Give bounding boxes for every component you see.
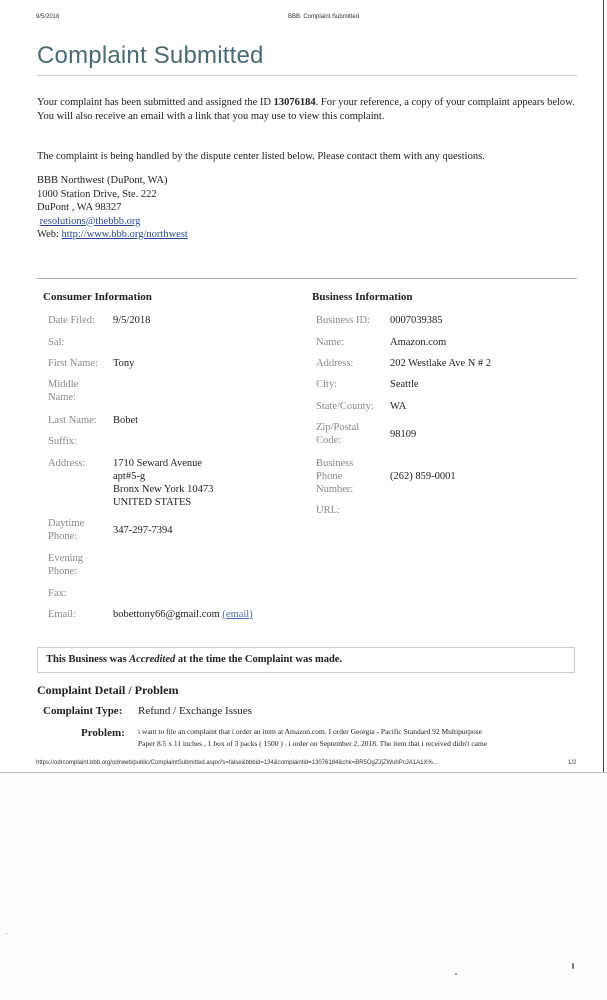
title-divider — [37, 75, 577, 76]
page-title: Complaint Submitted — [37, 42, 264, 69]
dispute-center-name: BBB Northwest (DuPont, WA) — [37, 175, 168, 186]
daytime-phone-label-line2: Phone: — [48, 531, 78, 542]
complaint-type-label: Complaint Type: — [43, 705, 123, 717]
middle-name-label — [48, 378, 78, 404]
problem-line-1: i want to file an complaint that i order an item at Amazon.com. I order Georgia - Pacific Standard 92 Multipurpose — [138, 727, 482, 736]
business-address-value: 202 Westlake Ave N # 2 — [390, 358, 492, 369]
last-name-value: Bobet — [113, 415, 139, 426]
city-label: City: — [316, 379, 338, 390]
dispute-center-street: 1000 Station Drive, Ste. 222 — [37, 188, 157, 200]
accreditation-status: Accredited — [129, 654, 176, 665]
dispute-center-address — [37, 174, 188, 242]
suffix-label: Suffix: — [48, 436, 77, 447]
daytime-phone-value: 347-297-7394 — [113, 525, 173, 536]
daytime-phone-label — [48, 517, 84, 543]
consumer-email — [113, 608, 253, 621]
business-address-label: Address: — [316, 358, 354, 369]
zip-label-line1: Zip/Postal — [316, 422, 360, 433]
problem-label: Problem: — [81, 727, 125, 739]
accreditation-suffix: at the time the Complaint was made. — [175, 654, 343, 665]
print-page-number: 1/2 — [568, 760, 577, 766]
first-name-label: First Name: — [48, 358, 98, 369]
dispute-center-email-link[interactable]: resolutions@thebbb.org — [39, 215, 141, 227]
complaint-id: 13076184 — [273, 97, 316, 108]
section-divider — [37, 278, 577, 279]
business-info-heading: Business Information — [312, 291, 413, 303]
problem-text — [138, 726, 558, 750]
intro-text-1: Your complaint has been submitted and assigned the ID — [37, 97, 274, 108]
state-value: WA — [390, 401, 407, 412]
accreditation-box — [37, 647, 575, 673]
scan-edge-line — [603, 0, 604, 772]
address-line-1: 1710 Seward Avenue — [113, 458, 203, 469]
complaint-type-value: Refund / Exchange Issues — [138, 705, 252, 717]
business-id-label: Business ID: — [316, 315, 370, 326]
state-label: State/County: — [316, 401, 374, 412]
email-label: Email: — [48, 609, 76, 620]
evening-phone-label-line1: Evening — [48, 553, 83, 564]
email-link[interactable]: (email) — [222, 609, 253, 620]
business-phone-label-line1: Business — [316, 458, 354, 469]
business-name-value: Amazon.com — [390, 337, 447, 348]
email-value: bobettony66@gmail.com — [113, 609, 220, 620]
print-footer-url: https://odrcomplaint.bbb.org/odrweb/public/ComplaintSubmitted.aspx?s=false&bbbid=134&complaintid=13076184&chk=BR5OgZJjZWuhPcJA1A1X%... — [36, 760, 438, 766]
business-phone-value: (262) 859-0001 — [390, 471, 456, 482]
accreditation-text — [46, 654, 342, 665]
scan-speck — [455, 973, 457, 975]
address-line-4: UNITED STATES — [113, 497, 192, 508]
middle-name-label-line2: Name: — [48, 392, 76, 403]
evening-phone-label — [48, 552, 83, 578]
city-value: Seattle — [390, 379, 419, 390]
zip-value: 98109 — [390, 429, 417, 440]
zip-label — [316, 421, 359, 447]
scan-speck — [6, 933, 7, 934]
business-phone-label-line2: Phone — [316, 471, 343, 482]
middle-name-label-line1: Middle — [48, 379, 79, 390]
business-phone-label — [316, 457, 353, 496]
address-line-3: Bronx New York 10473 — [113, 484, 214, 495]
print-page-title: BBB: Complaint Submitted — [288, 14, 360, 20]
handling-note: The complaint is being handled by the dispute center listed below. Please contact them with any questions. — [37, 151, 485, 162]
business-phone-label-line3: Number: — [316, 484, 354, 495]
print-date: 9/5/2018 — [36, 14, 60, 20]
fax-label: Fax: — [48, 588, 67, 599]
date-filed-value: 9/5/2018 — [113, 315, 151, 326]
business-id-value: 0007039385 — [390, 315, 443, 326]
evening-phone-label-line2: Phone: — [48, 566, 78, 577]
intro-text-2: . For your reference, a copy of your complaint appears below. You will also receive an email with a link that you may use to view this complaint. — [37, 97, 575, 122]
dispute-center-web-link[interactable]: http://www.bbb.org/northwest — [61, 229, 188, 240]
address-line-2: apt#5-g — [113, 471, 146, 482]
blank-scan-area — [0, 773, 607, 1000]
dispute-center-city: DuPont , WA 98327 — [37, 202, 122, 213]
accreditation-prefix: This Business was — [46, 654, 130, 665]
web-label: Web: — [37, 229, 59, 240]
scan-speck — [572, 963, 574, 969]
first-name-value: Tony — [113, 358, 135, 369]
sal-label: Sal: — [48, 337, 65, 348]
intro-paragraph — [37, 96, 582, 124]
zip-label-line2: Code: — [316, 435, 342, 446]
consumer-info-heading: Consumer Information — [43, 291, 152, 303]
consumer-address — [113, 457, 213, 509]
daytime-phone-label-line1: Daytime — [48, 518, 85, 529]
url-label: URL: — [316, 505, 340, 516]
problem-line-2: Paper 8.5 x 11 inches , 1 box of 3 packs ( 1500 ) . i order on September 2, 2018. The item that i received didn't came — [138, 739, 488, 748]
business-name-label: Name: — [316, 337, 344, 348]
last-name-label: Last Name: — [48, 415, 97, 426]
complaint-detail-heading: Complaint Detail / Problem — [37, 683, 179, 697]
date-filed-label: Date Filed: — [48, 315, 95, 326]
address-label: Address: — [48, 458, 86, 469]
